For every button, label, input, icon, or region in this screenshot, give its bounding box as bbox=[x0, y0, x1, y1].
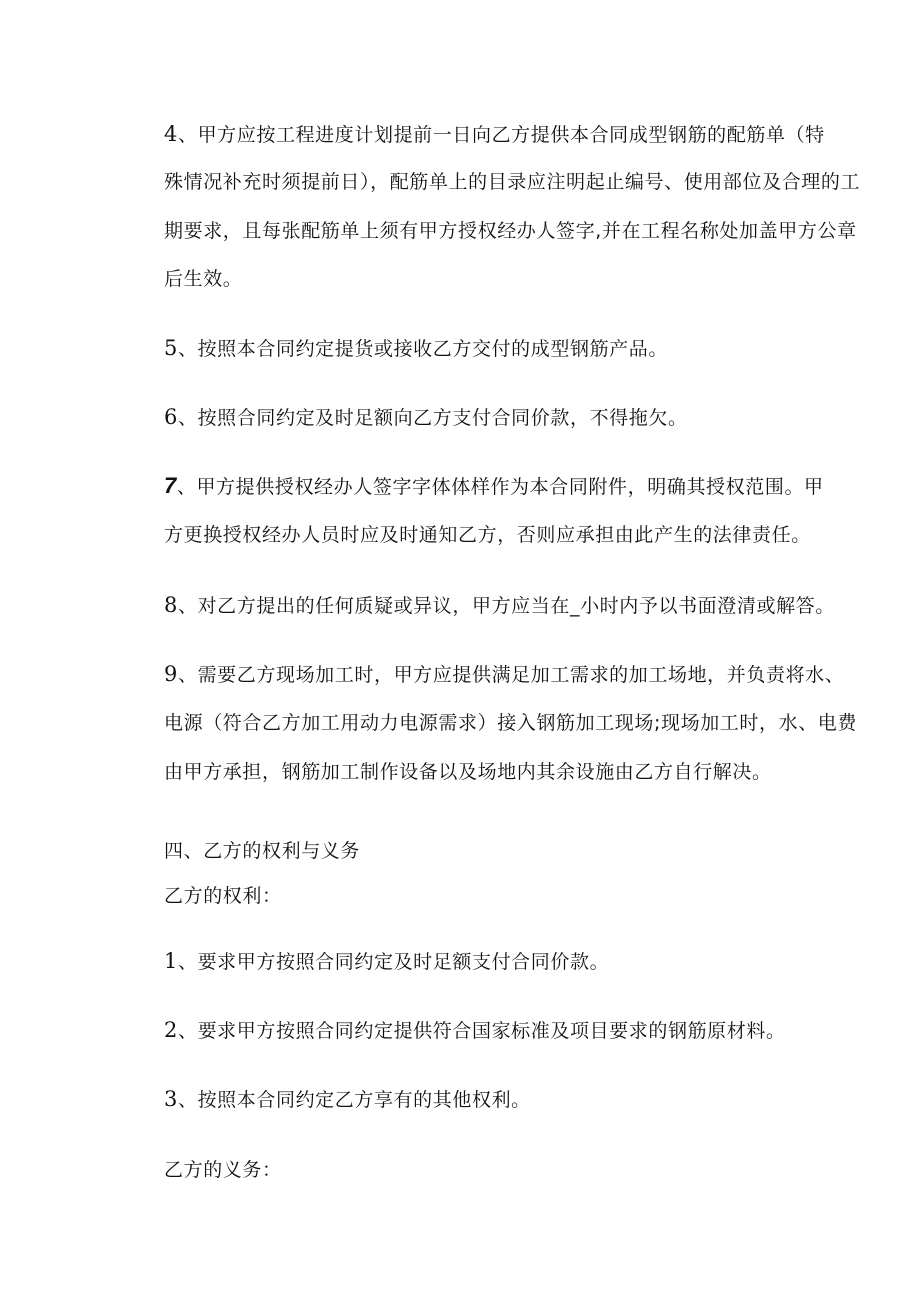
item-9-line-1 bbox=[164, 662, 844, 687]
item-9-line-2 bbox=[164, 711, 857, 735]
item-7-line-1 bbox=[164, 474, 824, 499]
item-text: 、要求甲方按照合同约定及时足额支付合同价款。 bbox=[177, 951, 610, 973]
item-7-line-2 bbox=[164, 523, 811, 547]
item-text: 、按照本合同约定乙方享有的其他权利。 bbox=[177, 1089, 531, 1111]
item-text: 殊情况补充时须提前日），配筋单上的目录应注明起止编号、使用部位及合理的工 bbox=[164, 171, 861, 193]
item-4-line-4 bbox=[164, 267, 242, 291]
item-number: 5 bbox=[164, 336, 178, 360]
item-number: 1 bbox=[164, 949, 178, 973]
item-number: 7 bbox=[164, 473, 177, 498]
rights-item-1 bbox=[164, 949, 609, 974]
item-4-line-1 bbox=[164, 122, 825, 147]
item-6 bbox=[164, 405, 688, 430]
item-text: 方更换授权经办人员时应及时通知乙方，否则应承担由此产生的法律责任。 bbox=[164, 524, 811, 546]
item-text: 由甲方承担，钢筋加工制作设备以及场地内其余设施由乙方自行解决。 bbox=[164, 761, 772, 783]
item-9-line-3 bbox=[164, 760, 772, 784]
item-text: 、需要乙方现场加工时，甲方应提供满足加工需求的加工场地，并负责将水、 bbox=[177, 664, 845, 686]
item-text: 、甲方应按工程进度计划提前一日向乙方提供本合同成型钢筋的配筋单（特 bbox=[177, 124, 825, 146]
item-text: 期要求，且每张配筋单上须有甲方授权经办人签字,并在工程名称处加盖甲方公章 bbox=[164, 220, 857, 242]
item-number: 9 bbox=[164, 662, 178, 686]
section-title: 四、乙方的权利与义务 bbox=[164, 840, 361, 862]
item-5 bbox=[164, 336, 668, 361]
item-text: 、要求甲方按照合同约定提供符合国家标准及项目要求的钢筋原材料。 bbox=[177, 1020, 786, 1042]
item-text: 、甲方提供授权经办人签字字体体样作为本合同附件，明确其授权范围。甲 bbox=[176, 476, 824, 498]
item-number: 2 bbox=[164, 1018, 178, 1042]
item-number: 3 bbox=[164, 1087, 178, 1111]
item-text: 电源（符合乙方加工用动力电源需求）接入钢筋加工现场;现场加工时，水、电费 bbox=[164, 712, 858, 734]
rights-item-3 bbox=[164, 1087, 531, 1112]
rights-heading: 乙方的权利： bbox=[164, 885, 282, 907]
item-4-line-3 bbox=[164, 219, 857, 243]
item-text: 、对乙方提出的任何质疑或异议，甲方应当在_小时内予以书面澄清或解答。 bbox=[177, 595, 835, 617]
item-number: 6 bbox=[164, 405, 178, 429]
obligations-heading: 乙方的义务： bbox=[164, 1159, 282, 1181]
item-4-line-2 bbox=[164, 170, 860, 194]
item-number: 8 bbox=[164, 593, 178, 617]
item-text: 、按照本合同约定提货或接收乙方交付的成型钢筋产品。 bbox=[177, 338, 668, 360]
item-text: 、按照合同约定及时足额向乙方支付合同价款，不得拖欠。 bbox=[177, 407, 688, 429]
rights-item-2 bbox=[164, 1018, 786, 1043]
item-number: 4 bbox=[164, 122, 178, 146]
item-text: 后生效。 bbox=[164, 268, 243, 290]
item-8 bbox=[164, 593, 835, 618]
